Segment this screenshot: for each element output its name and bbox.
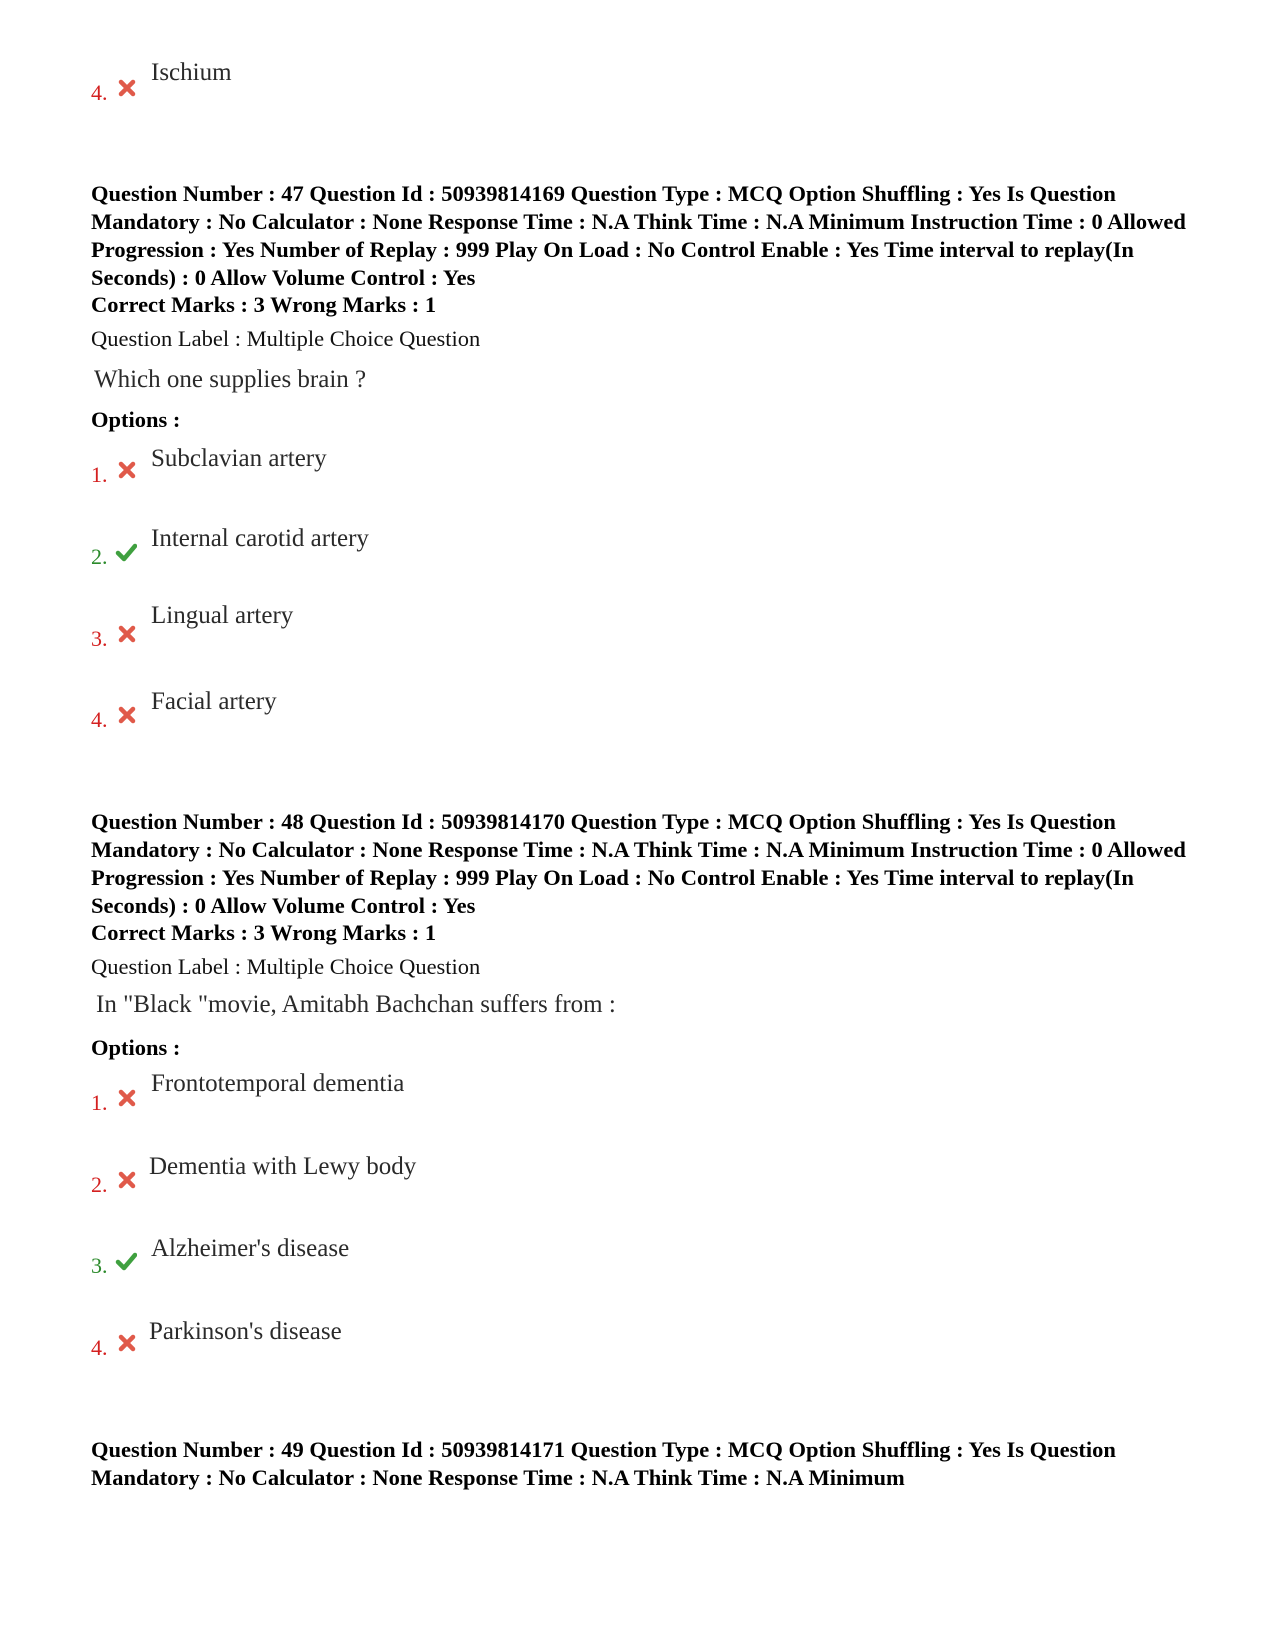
question-marks: Correct Marks : 3 Wrong Marks : 1: [91, 292, 437, 317]
cross-icon: [116, 623, 138, 645]
option-number: 4.: [91, 707, 108, 732]
option-text: Parkinson's disease: [149, 1318, 342, 1345]
cross-icon: [116, 1332, 138, 1354]
option-number: 1.: [91, 462, 108, 487]
option-number: 4.: [91, 1335, 108, 1360]
question-text: Which one supplies brain ?: [94, 366, 367, 393]
question-label: Question Label : Multiple Choice Question: [91, 326, 481, 351]
question-label: Question Label : Multiple Choice Question: [91, 954, 481, 979]
option-text: Frontotemporal dementia: [151, 1070, 405, 1097]
option-text: Ischium: [151, 59, 232, 86]
cross-icon: [116, 459, 138, 481]
cross-icon: [116, 77, 138, 99]
check-icon: [115, 541, 137, 563]
option-number: 2.: [91, 544, 108, 569]
option-text: Internal carotid artery: [151, 525, 369, 552]
option-number: 3.: [91, 626, 108, 651]
cross-icon: [116, 1169, 138, 1191]
option-text: Dementia with Lewy body: [149, 1153, 417, 1180]
question-meta: Question Number : 49 Question Id : 50939814171 Question Type : MCQ Option Shuffling : Yes Is Question Mandatory : No Calculator : None Response Time : N.A Think Time : N.A Minimum: [91, 1437, 1116, 1490]
question-meta: Question Number : 47 Question Id : 50939814169 Question Type : MCQ Option Shuffling : Yes Is Question Mandatory : No Calculator : None Response Time : N.A Think Time : N.A Minimum Instruction Time : 0 Allowed Progression : Yes Number of Replay : 999 Play On Load : No Control Enable : Yes Time interval to replay(In Seconds) : 0 Allow Volume Control : Yes: [91, 181, 1186, 290]
option-text: Alzheimer's disease: [151, 1235, 350, 1262]
options-label: Options :: [91, 1035, 181, 1060]
option-number: 1.: [91, 1090, 108, 1115]
option-text: Subclavian artery: [151, 445, 327, 472]
option-number: 3.: [91, 1253, 108, 1278]
question-meta: Question Number : 48 Question Id : 50939814170 Question Type : MCQ Option Shuffling : Yes Is Question Mandatory : No Calculator : None Response Time : N.A Think Time : N.A Minimum Instruction Time : 0 Allowed Progression : Yes Number of Replay : 999 Play On Load : No Control Enable : Yes Time interval to replay(In Seconds) : 0 Allow Volume Control : Yes: [91, 809, 1186, 918]
option-number: 4.: [91, 80, 108, 105]
option-text: Facial artery: [151, 688, 277, 715]
question-marks: Correct Marks : 3 Wrong Marks : 1: [91, 920, 437, 945]
option-number: 2.: [91, 1172, 108, 1197]
options-label: Options :: [91, 407, 181, 432]
check-icon: [115, 1250, 137, 1272]
option-text: Lingual artery: [151, 602, 294, 629]
question-text: In "Black "movie, Amitabh Bachchan suffers from :: [96, 991, 616, 1018]
cross-icon: [116, 704, 138, 726]
cross-icon: [116, 1087, 138, 1109]
